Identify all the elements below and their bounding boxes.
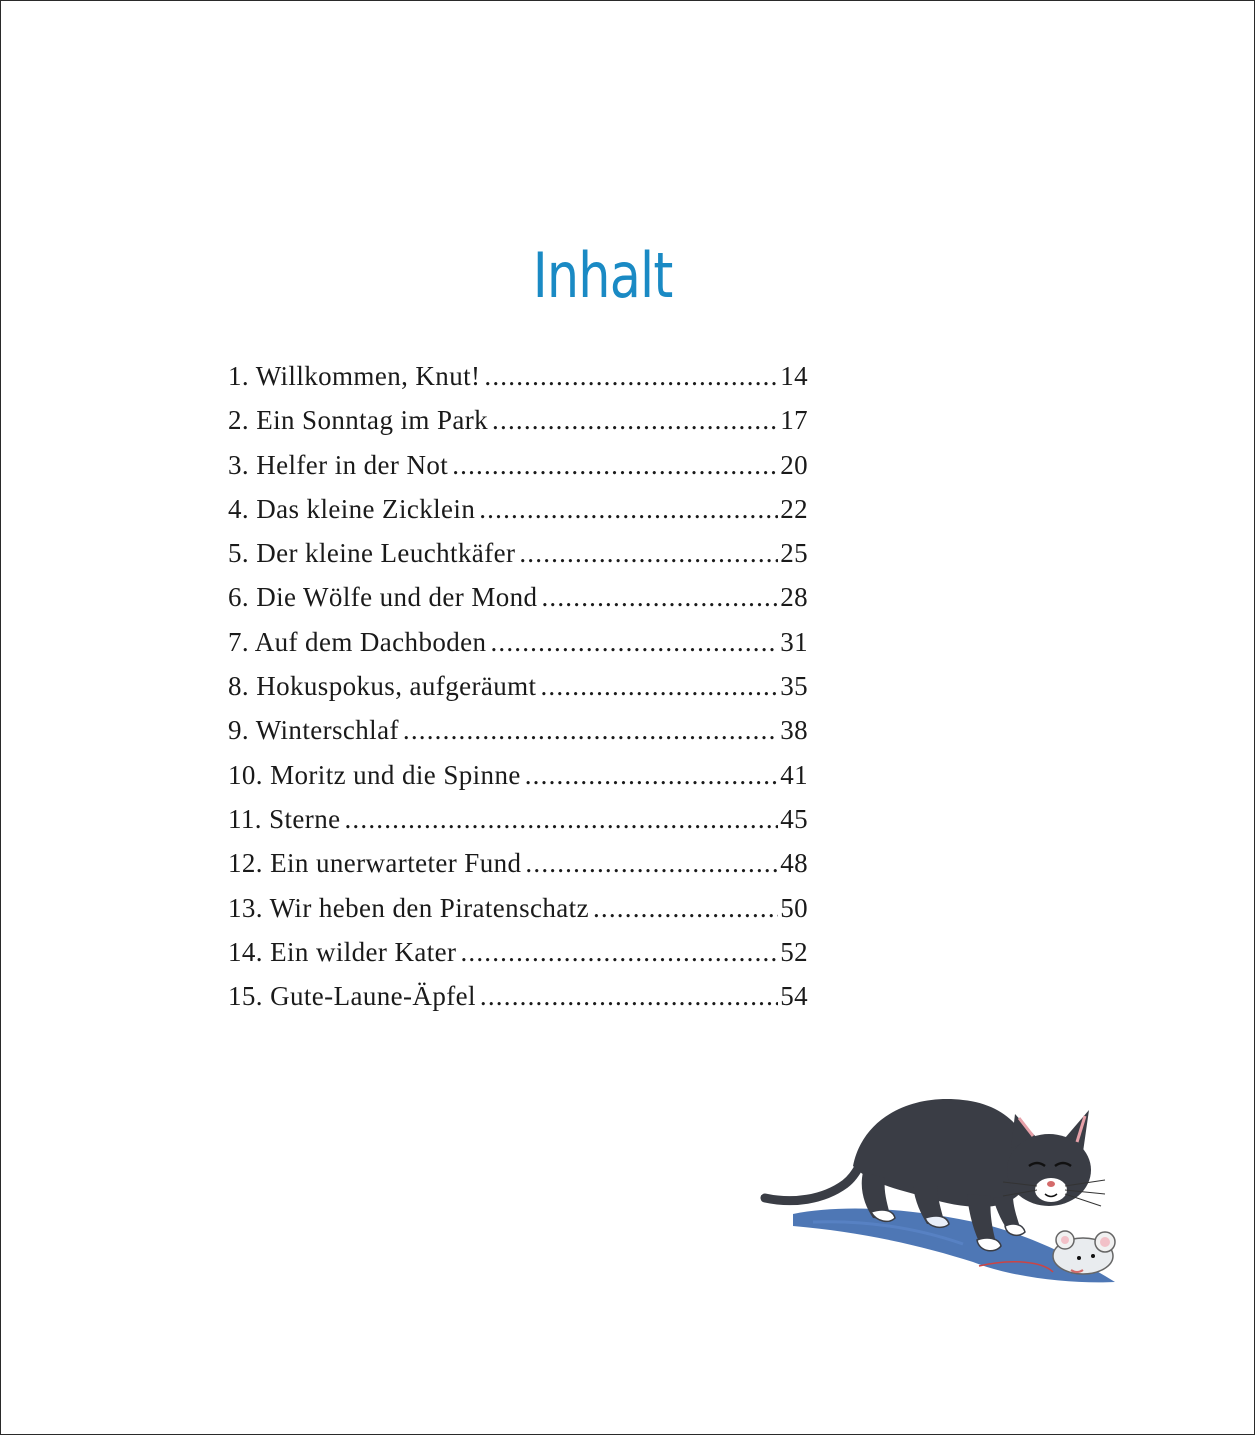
cat-tail — [765, 1164, 861, 1201]
toc-entry-page: 28 — [780, 582, 808, 613]
toc-entry-title: 9. Winterschlaf — [228, 715, 399, 746]
toc-leader-dots — [519, 538, 778, 569]
toc-entry-page: 35 — [780, 671, 808, 702]
toc-entry-title: 5. Der kleine Leuchtkäfer — [228, 538, 516, 569]
cat-with-mouse-illustration — [753, 1086, 1133, 1301]
toc-entry-title: 6. Die Wölfe und der Mond — [228, 582, 538, 613]
toc-entry — [228, 804, 808, 848]
toc-entry — [228, 937, 808, 981]
toc-entry-title: 14. Ein wilder Kater — [228, 936, 457, 967]
toc-entry — [228, 361, 808, 405]
toc-leader-dots — [452, 450, 778, 481]
toc-leader-dots — [479, 494, 778, 525]
toc-entry — [228, 893, 808, 937]
toc-entry-page: 54 — [780, 981, 808, 1012]
toc-entry-title: 7. Auf dem Dachboden — [228, 626, 487, 657]
toc-entry-title: 2. Ein Sonntag im Park — [228, 405, 489, 436]
toc-entry-title: 13. Wir heben den Piratenschatz — [228, 892, 589, 923]
toc-entry-page: 38 — [780, 715, 808, 746]
toc-entry-title: 1. Willkommen, Knut! — [228, 361, 481, 391]
toc-entry — [228, 981, 808, 1025]
toc-entry — [228, 450, 808, 494]
toc-entry-title: 15. Gute-Laune-Äpfel — [228, 981, 476, 1012]
toc-leader-dots — [484, 361, 778, 392]
toc-entry — [228, 848, 808, 892]
toc-entry-title: 4. Das kleine Zicklein — [228, 493, 476, 524]
toc-leader-dots — [540, 671, 778, 702]
toc-entry-page: 50 — [780, 892, 808, 923]
toc-leader-dots — [492, 405, 778, 436]
toc-entry-page: 41 — [780, 759, 808, 790]
page-title: Inhalt — [532, 238, 673, 312]
toc-entry-page: 17 — [780, 405, 808, 436]
toc-entry-page: 25 — [780, 538, 808, 569]
toc-entry-page: 31 — [780, 626, 808, 657]
toc-leader-dots — [525, 760, 778, 791]
toc-leader-dots — [541, 582, 778, 613]
toc-entry — [228, 760, 808, 804]
toc-entry — [228, 538, 808, 582]
toc-leader-dots — [403, 715, 778, 746]
toc-entry — [228, 405, 808, 449]
toc-entry-title: 12. Ein unerwarteter Fund — [228, 848, 522, 879]
cat-head — [1003, 1110, 1105, 1206]
table-of-contents — [228, 361, 808, 1025]
toc-entry-title: 11. Sterne — [228, 803, 341, 834]
toc-entry-page: 20 — [780, 449, 808, 480]
toc-entry — [228, 582, 808, 626]
toc-leader-dots — [344, 804, 778, 835]
toc-leader-dots — [480, 981, 778, 1012]
toc-entry — [228, 715, 808, 759]
toc-leader-dots — [490, 627, 778, 658]
toc-entry — [228, 671, 808, 715]
toc-entry-page: 22 — [780, 493, 808, 524]
toc-leader-dots — [460, 937, 778, 968]
toc-entry-page: 45 — [780, 803, 808, 834]
toc-entry — [228, 494, 808, 538]
toc-entry-title: 3. Helfer in der Not — [228, 449, 449, 480]
toc-entry-title: 10. Moritz und die Spinne — [228, 759, 521, 790]
toc-leader-dots — [593, 893, 778, 924]
toc-entry-page: 48 — [780, 848, 808, 879]
toc-entry-page: 52 — [780, 936, 808, 967]
toc-entry-page: 14 — [780, 361, 808, 391]
toc-leader-dots — [525, 848, 778, 879]
toc-entry-title: 8. Hokuspokus, aufgeräumt — [228, 671, 537, 702]
toc-entry — [228, 627, 808, 671]
